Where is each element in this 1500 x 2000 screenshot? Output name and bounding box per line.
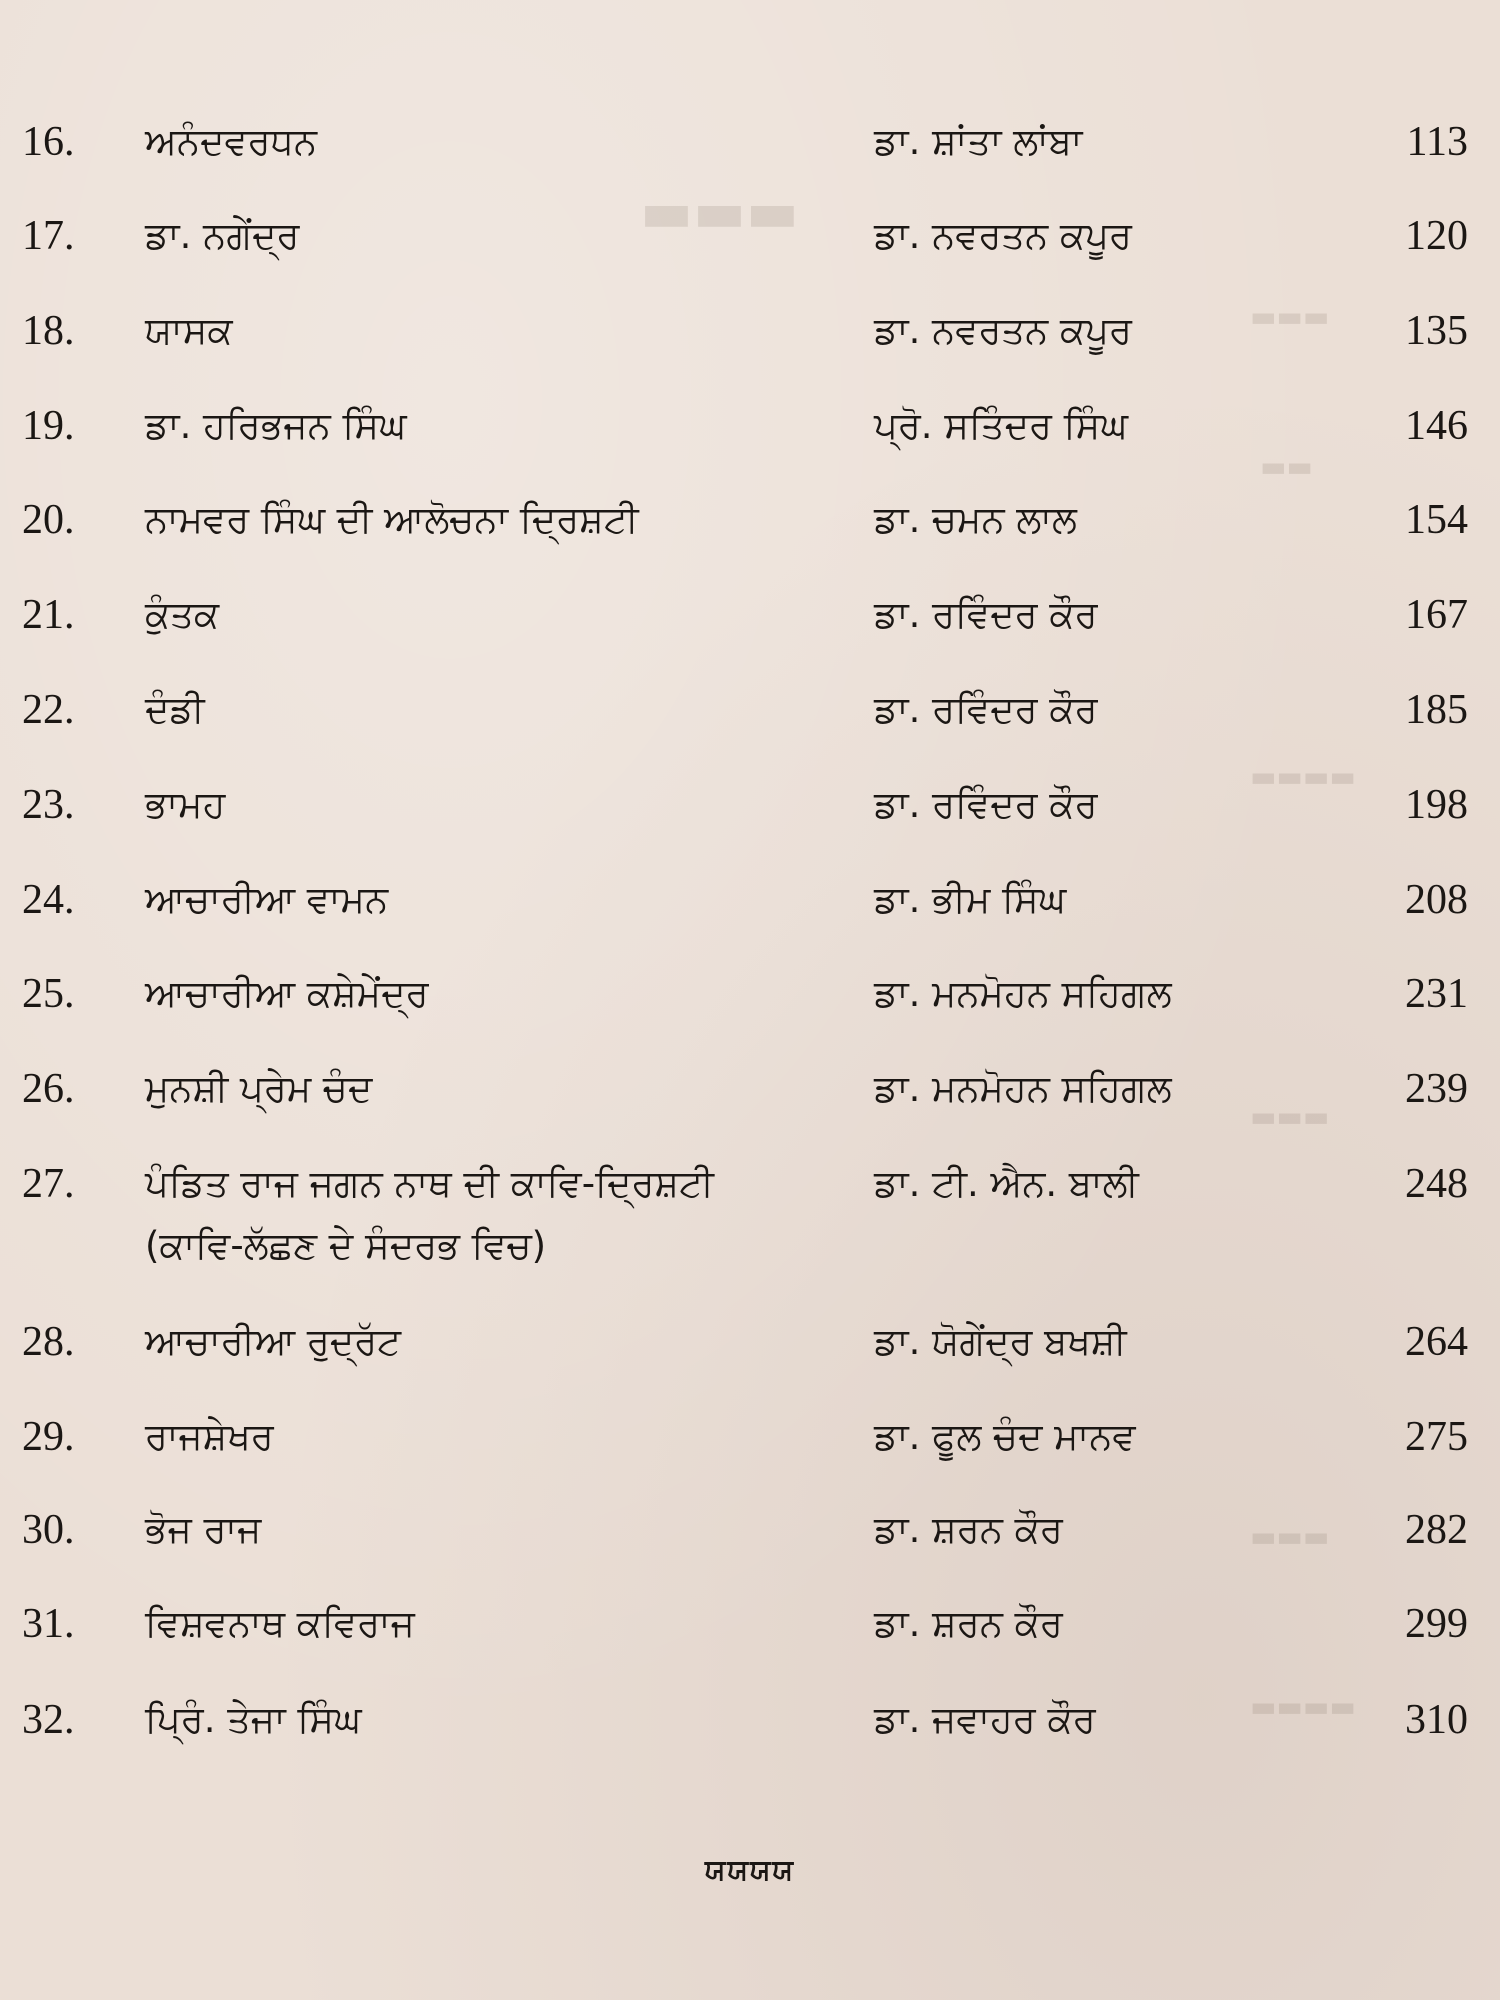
- toc-row: [0, 1690, 1500, 1750]
- toc-row: [0, 490, 1500, 550]
- author-name: ਡਾ. ਮਨਮੋਹਨ ਸਹਿਗਲ: [874, 972, 1172, 1015]
- chapter-title: ਅਨੰਦਵਰਧਨ: [145, 120, 317, 163]
- chapter-title: ਨਾਮਵਰ ਸਿੰਘ ਦੀ ਆਲੋਚਨਾ ਦ੍ਰਿਸ਼ਟੀ: [145, 498, 639, 541]
- toc-row: [0, 1059, 1500, 1119]
- page-number: 248: [1405, 1161, 1468, 1207]
- chapter-title: ਆਚਾਰੀਆ ਕਸ਼ੇਮੇਂਦ੍ਰ: [145, 972, 429, 1015]
- bleed-through-texture: ▬▬▬▬: [1250, 760, 1356, 793]
- toc-row: [0, 775, 1500, 835]
- author-name: ਡਾ. ਸ਼ਰਨ ਕੌਰ: [874, 1508, 1063, 1551]
- chapter-title: ਦੰਡੀ: [145, 688, 205, 731]
- entry-number: 22.: [22, 687, 75, 733]
- bleed-through-texture: ▬▬▬: [640, 180, 799, 245]
- author-name: ਡਾ. ਰਵਿੰਦਰ ਕੌਰ: [874, 783, 1098, 826]
- bleed-through-texture: ▬▬▬: [1250, 300, 1330, 333]
- toc-row: [0, 870, 1500, 930]
- page-number: 299: [1405, 1601, 1468, 1647]
- chapter-title: ਭੋਜ ਰਾਜ: [145, 1508, 262, 1551]
- chapter-title: [145, 1154, 835, 1278]
- author-name: ਡਾ. ਟੀ. ਐਨ. ਬਾਲੀ: [874, 1162, 1139, 1205]
- page-number: 167: [1405, 592, 1468, 638]
- page-number: 282: [1405, 1507, 1468, 1553]
- toc-row: [0, 1407, 1500, 1467]
- page-number: 154: [1405, 497, 1468, 543]
- author-name: ਡਾ. ਨਵਰਤਨ ਕਪੂਰ: [874, 214, 1132, 257]
- page-number: 120: [1405, 213, 1468, 259]
- chapter-title: ਡਾ. ਨਗੇਂਦ੍ਰ: [145, 214, 300, 257]
- toc-row: [0, 1154, 1500, 1278]
- page-number: 310: [1405, 1697, 1468, 1743]
- chapter-title: ਰਾਜਸ਼ੇਖਰ: [145, 1415, 274, 1458]
- entry-number: 28.: [22, 1319, 75, 1365]
- chapter-title: ਵਿਸ਼ਵਨਾਥ ਕਵਿਰਾਜ: [145, 1602, 415, 1645]
- author-name: ਡਾ. ਜਵਾਹਰ ਕੌਰ: [874, 1698, 1096, 1741]
- entry-number: 31.: [22, 1601, 75, 1647]
- author-name: ਪ੍ਰੋ. ਸਤਿੰਦਰ ਸਿੰਘ: [874, 404, 1128, 447]
- chapter-title-line: ਪੰਡਿਤ ਰਾਜ ਜਗਨ ਨਾਥ ਦੀ ਕਾਵਿ-ਦ੍ਰਿਸ਼ਟੀ: [145, 1162, 714, 1205]
- toc-row: [0, 1312, 1500, 1372]
- chapter-title: ਭਾਮਹ: [145, 783, 226, 826]
- entry-number: 16.: [22, 119, 75, 165]
- entry-number: 21.: [22, 592, 75, 638]
- chapter-title: ਡਾ. ਹਰਿਭਜਨ ਸਿੰਘ: [145, 404, 407, 447]
- page-number: 185: [1405, 687, 1468, 733]
- entry-number: 24.: [22, 877, 75, 923]
- toc-row: [0, 585, 1500, 645]
- author-name: ਡਾ. ਚਮਨ ਲਾਲ: [874, 498, 1077, 541]
- entry-number: 27.: [22, 1161, 75, 1207]
- chapter-title: ਪ੍ਰਿੰ. ਤੇਜਾ ਸਿੰਘ: [145, 1698, 362, 1741]
- entry-number: 18.: [22, 308, 75, 354]
- toc-row: [0, 1500, 1500, 1560]
- author-name: ਡਾ. ਨਵਰਤਨ ਕਪੂਰ: [874, 309, 1132, 352]
- entry-number: 17.: [22, 213, 75, 259]
- toc-row: [0, 206, 1500, 266]
- bleed-through-texture: ▬▬: [1260, 450, 1313, 483]
- entry-number: 20.: [22, 497, 75, 543]
- page-number: 275: [1405, 1414, 1468, 1460]
- chapter-title: ਮੁਨਸ਼ੀ ਪ੍ਰੇਮ ਚੰਦ: [145, 1067, 373, 1110]
- toc-row: [0, 1594, 1500, 1654]
- author-name: ਡਾ. ਰਵਿੰਦਰ ਕੌਰ: [874, 688, 1098, 731]
- page-number: 198: [1405, 782, 1468, 828]
- page-number: 208: [1405, 877, 1468, 923]
- toc-row: [0, 680, 1500, 740]
- chapter-title: ਆਚਾਰੀਆ ਵਾਮਨ: [145, 878, 389, 921]
- page-number: 264: [1405, 1319, 1468, 1365]
- section-end-ornament: ਯਯਯਯ: [704, 1853, 796, 1886]
- toc-row: [0, 964, 1500, 1024]
- author-name: ਡਾ. ਫੂਲ ਚੰਦ ਮਾਨਵ: [874, 1415, 1136, 1458]
- author-name: ਡਾ. ਯੋਗੇਂਦ੍ਰ ਬਖਸ਼ੀ: [874, 1320, 1127, 1363]
- toc-row: [0, 396, 1500, 456]
- page-number: 239: [1405, 1066, 1468, 1112]
- page-number: 146: [1405, 403, 1468, 449]
- bleed-through-texture: ▬▬▬: [1250, 1520, 1330, 1553]
- author-name: ਡਾ. ਮਨਮੋਹਨ ਸਹਿਗਲ: [874, 1067, 1172, 1110]
- bleed-through-texture: ▬▬▬: [1250, 1100, 1330, 1133]
- author-name: ਡਾ. ਸ਼ਾਂਤਾ ਲਾਂਬਾ: [874, 120, 1083, 163]
- entry-number: 29.: [22, 1414, 75, 1460]
- chapter-title: ਕੁੰਤਕ: [145, 593, 220, 636]
- author-name: ਡਾ. ਭੀਮ ਸਿੰਘ: [874, 878, 1067, 921]
- page-number: 113: [1406, 119, 1468, 165]
- author-name: ਡਾ. ਸ਼ਰਨ ਕੌਰ: [874, 1602, 1063, 1645]
- entry-number: 19.: [22, 403, 75, 449]
- chapter-title: ਆਚਾਰੀਆ ਰੁਦ੍ਰੱਟ: [145, 1320, 401, 1363]
- entry-number: 32.: [22, 1697, 75, 1743]
- page-number: 231: [1405, 971, 1468, 1017]
- toc-row: [0, 112, 1500, 172]
- page-number: 135: [1405, 308, 1468, 354]
- entry-number: 26.: [22, 1066, 75, 1112]
- entry-number: 23.: [22, 782, 75, 828]
- chapter-subtitle: (ਕਾਵਿ-ਲੱਛਣ ਦੇ ਸੰਦਰਭ ਵਿਚ): [145, 1224, 547, 1267]
- entry-number: 25.: [22, 971, 75, 1017]
- entry-number: 30.: [22, 1507, 75, 1553]
- author-name: ਡਾ. ਰਵਿੰਦਰ ਕੌਰ: [874, 593, 1098, 636]
- chapter-title: ਯਾਸਕ: [145, 309, 233, 352]
- toc-row: [0, 301, 1500, 361]
- bleed-through-texture: ▬▬▬▬: [1250, 1690, 1356, 1723]
